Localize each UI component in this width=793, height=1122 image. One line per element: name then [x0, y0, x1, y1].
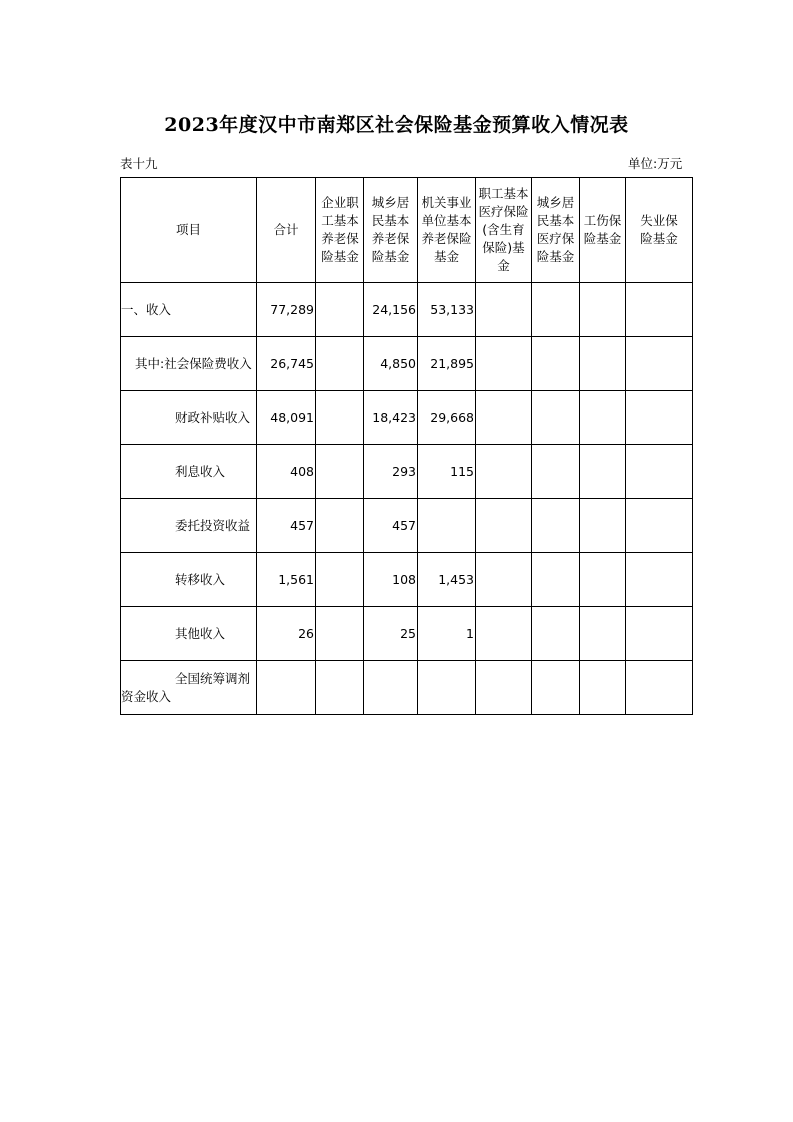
- cell-unemployment: [626, 661, 693, 715]
- cell-enterprise-pension: [316, 553, 364, 607]
- cell-total: 26: [257, 607, 316, 661]
- row-label: 一、收入: [121, 283, 257, 337]
- cell-resident-pension: 25: [364, 607, 418, 661]
- cell-total: 1,561: [257, 553, 316, 607]
- table-number: 表十九: [120, 156, 158, 171]
- header-item: 项目: [121, 178, 257, 283]
- cell-employee-medical: [476, 283, 532, 337]
- cell-resident-pension: 4,850: [364, 337, 418, 391]
- cell-unemployment: [626, 607, 693, 661]
- cell-work-injury: [580, 607, 626, 661]
- row-label: 其中:社会保险费收入: [121, 337, 257, 391]
- table-row: [121, 553, 693, 607]
- cell-resident-medical: [532, 337, 580, 391]
- cell-employee-medical: [476, 445, 532, 499]
- cell-work-injury: [580, 337, 626, 391]
- cell-total: 77,289: [257, 283, 316, 337]
- cell-work-injury: [580, 553, 626, 607]
- cell-resident-medical: [532, 283, 580, 337]
- cell-resident-pension: 108: [364, 553, 418, 607]
- row-label: 财政补贴收入: [121, 391, 257, 445]
- table-row: [121, 337, 693, 391]
- cell-resident-medical: [532, 499, 580, 553]
- cell-resident-pension: 24,156: [364, 283, 418, 337]
- cell-enterprise-pension: [316, 283, 364, 337]
- cell-institution-pension: 21,895: [418, 337, 476, 391]
- cell-employee-medical: [476, 337, 532, 391]
- cell-unemployment: [626, 391, 693, 445]
- header-institution-pension: 机关事业单位基本养老保险基金: [418, 178, 476, 283]
- cell-enterprise-pension: [316, 607, 364, 661]
- table-row: [121, 445, 693, 499]
- cell-institution-pension: 1,453: [418, 553, 476, 607]
- header-total: 合计: [257, 178, 316, 283]
- cell-resident-pension: [364, 661, 418, 715]
- cell-work-injury: [580, 661, 626, 715]
- row-label: 其他收入: [121, 607, 257, 661]
- row-label: 利息收入: [121, 445, 257, 499]
- cell-employee-medical: [476, 607, 532, 661]
- cell-resident-pension: 18,423: [364, 391, 418, 445]
- budget-table: [120, 177, 693, 715]
- unit-label: 单位:万元: [628, 156, 683, 171]
- header-employee-medical: 职工基本医疗保险(含生育保险)基金: [476, 178, 532, 283]
- cell-total: [257, 661, 316, 715]
- header-resident-pension: 城乡居民基本养老保险基金: [364, 178, 418, 283]
- cell-work-injury: [580, 445, 626, 499]
- cell-work-injury: [580, 283, 626, 337]
- cell-resident-pension: 457: [364, 499, 418, 553]
- header-resident-medical: 城乡居民基本医疗保险基金: [532, 178, 580, 283]
- cell-institution-pension: 29,668: [418, 391, 476, 445]
- cell-resident-pension: 293: [364, 445, 418, 499]
- table-row: [121, 391, 693, 445]
- cell-institution-pension: [418, 499, 476, 553]
- cell-institution-pension: 115: [418, 445, 476, 499]
- cell-employee-medical: [476, 661, 532, 715]
- cell-resident-medical: [532, 553, 580, 607]
- cell-enterprise-pension: [316, 391, 364, 445]
- row-label: 全国统筹调剂资金收入: [121, 661, 257, 715]
- page-title: 2023年度汉中市南郑区社会保险基金预算收入情况表: [164, 114, 629, 136]
- row-label: 转移收入: [121, 553, 257, 607]
- cell-unemployment: [626, 283, 693, 337]
- cell-total: 408: [257, 445, 316, 499]
- cell-work-injury: [580, 391, 626, 445]
- cell-total: 48,091: [257, 391, 316, 445]
- cell-enterprise-pension: [316, 445, 364, 499]
- cell-resident-medical: [532, 445, 580, 499]
- cell-unemployment: [626, 445, 693, 499]
- cell-enterprise-pension: [316, 499, 364, 553]
- cell-institution-pension: 53,133: [418, 283, 476, 337]
- cell-employee-medical: [476, 553, 532, 607]
- cell-institution-pension: 1: [418, 607, 476, 661]
- cell-total: 26,745: [257, 337, 316, 391]
- cell-resident-medical: [532, 391, 580, 445]
- cell-resident-medical: [532, 607, 580, 661]
- table-row: [121, 661, 693, 715]
- header-enterprise-pension: 企业职工基本养老保险基金: [316, 178, 364, 283]
- cell-unemployment: [626, 337, 693, 391]
- cell-total: 457: [257, 499, 316, 553]
- cell-enterprise-pension: [316, 337, 364, 391]
- header-unemployment: 失业保险基金: [626, 178, 693, 283]
- header-row: [121, 178, 693, 283]
- cell-resident-medical: [532, 661, 580, 715]
- cell-employee-medical: [476, 391, 532, 445]
- cell-work-injury: [580, 499, 626, 553]
- cell-institution-pension: [418, 661, 476, 715]
- cell-enterprise-pension: [316, 661, 364, 715]
- header-work-injury: 工伤保险基金: [580, 178, 626, 283]
- table-row: [121, 499, 693, 553]
- cell-unemployment: [626, 499, 693, 553]
- table-row: [121, 283, 693, 337]
- row-label: 委托投资收益: [121, 499, 257, 553]
- table-row: [121, 607, 693, 661]
- cell-unemployment: [626, 553, 693, 607]
- cell-employee-medical: [476, 499, 532, 553]
